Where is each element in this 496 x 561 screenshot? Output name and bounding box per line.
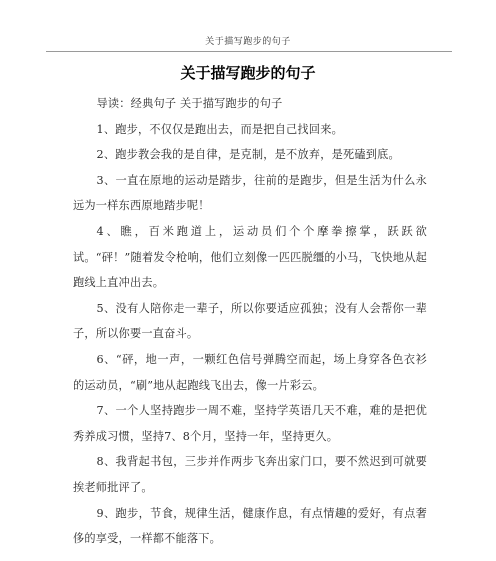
sentence-paragraph-3: 3、一直在原地的运动是踏步，往前的是跑步，但是生活为什么永远为一样东西原地踏步呢！ [73,173,427,213]
sentence-paragraph-5: 5、没有人陪你走一辈子，所以你要适应孤独；没有人会帮你一辈子，所以你要一直奋斗。 [73,301,427,341]
sentence-paragraph-2: 2、跑步教会我的是自律，是克制，是不放弃，是死磕到底。 [96,148,400,162]
document-body [73,91,427,552]
sentence-paragraph-7: 7、一个人坚持跑步一周不难，坚持学英语几天不难，难的是把优秀养成习惯，坚持7、8个月，坚持一年，坚持更久。 [73,404,427,443]
sentence-paragraph-1: 1、跑步，不仅仅是跑出去，而是把自己找回来。 [96,122,343,136]
document-title: 关于描写跑步的句子 [180,64,316,82]
intro-paragraph: 导读：经典句子 关于描写跑步的句子 [96,97,283,110]
running-header-title: 关于描写跑步的句子 [205,37,291,47]
page-header [0,0,496,56]
sentence-paragraph-9: 9、跑步，节食，规律生活，健康作息，有点情趣的爱好，有点奢侈的享受，一样都不能落下。 [73,506,427,546]
header-divider [46,51,452,52]
sentence-paragraph-6: 6、“砰，地一声，一颗红色信号弹腾空而起，场上身穿各色衣衫的运动员，“刷”地从起跑线飞出去，像一片彩云。 [73,352,427,392]
sentence-paragraph-4: 4、瞧，百米跑道上，运动员们个个摩拳擦掌，跃跃欲试。“砰！”随着发令枪响，他们立刻像一匹匹脱缰的小马，飞快地从起跑线上直冲出去。 [73,224,427,290]
sentence-paragraph-8: 8、我背起书包，三步并作两步飞奔出家门口，要不然迟到可就要挨老师批评了。 [73,455,427,494]
